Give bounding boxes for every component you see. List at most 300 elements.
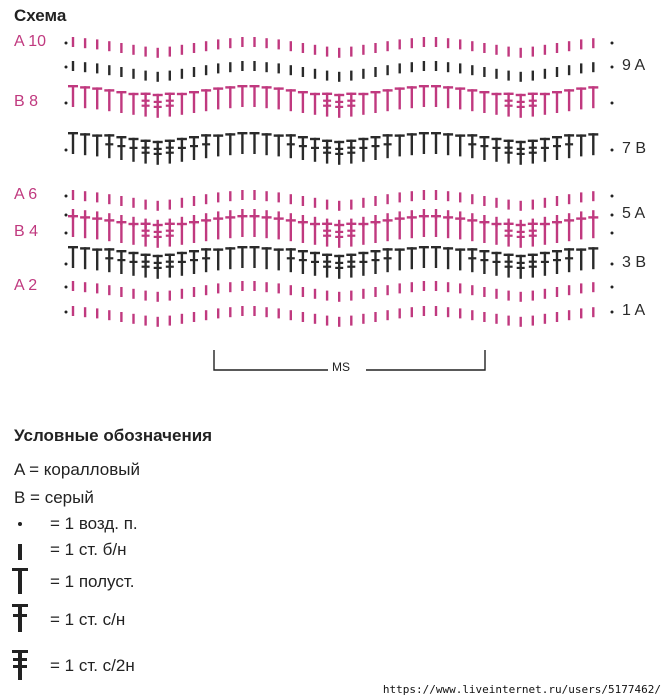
stitch-2-14 xyxy=(241,281,243,291)
stitch-1-8 xyxy=(169,316,171,326)
stitch-7-42 xyxy=(576,134,586,156)
stitch-5-26 xyxy=(386,213,388,223)
stitch-9-27 xyxy=(399,63,401,73)
chain-dot-right xyxy=(611,102,614,105)
stitch-10-24 xyxy=(362,45,364,55)
stitch-5-25 xyxy=(374,215,376,225)
stitch-9-4 xyxy=(120,67,122,77)
stitch-3-3 xyxy=(104,248,114,272)
stitch-5-17 xyxy=(278,211,280,221)
stitch-3-31 xyxy=(443,247,453,269)
stitch-1-5 xyxy=(132,314,134,324)
stitch-5-33 xyxy=(471,213,473,223)
stitch-1-32 xyxy=(459,308,461,318)
stitch-7-38 xyxy=(528,140,538,164)
stitch-1-36 xyxy=(507,316,509,326)
stitch-8-39 xyxy=(540,93,550,115)
stitch-8-8 xyxy=(165,93,175,117)
stitch-1-2 xyxy=(96,308,98,318)
legend-single-crochet xyxy=(10,540,230,570)
stitch-7-23 xyxy=(346,140,356,164)
stitch-8-10 xyxy=(189,91,199,113)
stitch-7-1 xyxy=(80,133,90,155)
stitch-6-42 xyxy=(580,192,582,202)
chain-dot-right xyxy=(611,311,614,314)
stitch-1-27 xyxy=(399,308,401,318)
legend-color-a: A = коралловый xyxy=(14,460,140,479)
stitch-10-37 xyxy=(520,48,522,58)
stitch-9-23 xyxy=(350,71,352,81)
chain-dot-left xyxy=(65,232,68,235)
stitch-8-17 xyxy=(274,87,284,109)
stitch-8-0 xyxy=(68,85,78,107)
stitch-3-37 xyxy=(516,255,526,279)
stitch-7-15 xyxy=(250,132,260,154)
stitch-9-9 xyxy=(181,69,183,79)
stitch-6-28 xyxy=(411,191,413,201)
stitch-9-32 xyxy=(459,63,461,73)
stitch-7-14 xyxy=(237,132,247,154)
stitch-2-42 xyxy=(580,283,582,293)
stitch-3-2 xyxy=(92,248,102,270)
stitch-8-23 xyxy=(346,93,356,117)
stitch-6-7 xyxy=(157,201,159,211)
stitch-3-24 xyxy=(358,252,368,276)
stitch-7-25 xyxy=(371,136,381,160)
stitch-8-26 xyxy=(383,89,393,111)
stitch-3-43 xyxy=(588,247,598,269)
stitch-6-29 xyxy=(423,190,425,200)
stitch-8-32 xyxy=(455,87,465,109)
double-crochet-icon xyxy=(10,604,40,634)
chain-dot-right xyxy=(611,286,614,289)
stitch-2-19 xyxy=(302,287,304,297)
stitch-6-1 xyxy=(84,191,86,201)
stitch-9-29 xyxy=(423,61,425,71)
stitch-2-6 xyxy=(144,291,146,301)
stitch-7-40 xyxy=(552,136,562,160)
chain-dot-left xyxy=(65,214,68,217)
stitch-10-19 xyxy=(302,43,304,53)
stitch-3-4 xyxy=(116,250,126,274)
stitch-9-6 xyxy=(144,71,146,81)
chain-dot-left xyxy=(65,66,68,69)
stitch-2-25 xyxy=(374,287,376,297)
stitch-9-13 xyxy=(229,62,231,72)
stitch-9-36 xyxy=(507,71,509,81)
stitch-6-24 xyxy=(362,198,364,208)
chain-dot-left xyxy=(65,149,68,152)
stitch-2-32 xyxy=(459,283,461,293)
stitch-8-1 xyxy=(80,86,90,108)
left-row-label: A 10 xyxy=(14,33,47,50)
stitch-10-28 xyxy=(411,38,413,48)
stitch-1-13 xyxy=(229,307,231,317)
stitch-1-1 xyxy=(84,307,86,317)
chain-dot-right xyxy=(611,66,614,69)
stitch-2-11 xyxy=(205,285,207,295)
chain-dot-right xyxy=(611,149,614,152)
stitch-2-7 xyxy=(157,292,159,302)
stitch-1-21 xyxy=(326,316,328,326)
stitch-8-12 xyxy=(213,87,223,109)
stitch-6-5 xyxy=(132,198,134,208)
stitch-8-36 xyxy=(504,93,514,117)
stitch-7-39 xyxy=(540,138,550,162)
stitch-3-22 xyxy=(334,255,344,279)
stitch-3-38 xyxy=(528,254,538,278)
stitch-3-35 xyxy=(492,252,502,276)
stitch-10-33 xyxy=(471,41,473,51)
stitch-1-40 xyxy=(556,312,558,322)
stitch-8-20 xyxy=(310,93,320,115)
stitch-10-42 xyxy=(580,39,582,49)
stitch-9-41 xyxy=(568,65,570,75)
stitch-3-13 xyxy=(225,247,235,269)
stitch-1-41 xyxy=(568,310,570,320)
legend-color-b: B = серый xyxy=(14,488,94,507)
stitch-8-11 xyxy=(201,89,211,111)
stitch-9-31 xyxy=(447,62,449,72)
stitch-8-14 xyxy=(237,85,247,107)
stitch-6-32 xyxy=(459,192,461,202)
stitch-10-1 xyxy=(84,38,86,48)
stitch-1-4 xyxy=(120,312,122,322)
stitch-8-2 xyxy=(92,87,102,109)
stitch-5-41 xyxy=(568,213,570,223)
stitch-6-43 xyxy=(592,191,594,201)
stitch-9-24 xyxy=(362,69,364,79)
single-crochet-icon xyxy=(10,540,40,570)
stitch-10-30 xyxy=(435,37,437,47)
stitch-8-29 xyxy=(419,85,429,107)
stitch-5-39 xyxy=(544,217,546,227)
stitch-5-6 xyxy=(144,219,146,229)
stitch-10-8 xyxy=(169,47,171,57)
stitch-9-5 xyxy=(132,69,134,79)
stitch-10-16 xyxy=(265,38,267,48)
stitch-8-35 xyxy=(492,93,502,115)
stitch-9-33 xyxy=(471,65,473,75)
stitch-5-11 xyxy=(205,213,207,223)
ms-label: MS xyxy=(332,360,350,374)
stitch-7-33 xyxy=(467,134,477,158)
stitch-10-22 xyxy=(338,48,340,58)
stitch-10-34 xyxy=(483,43,485,53)
stitch-7-26 xyxy=(383,134,393,158)
stitch-7-27 xyxy=(395,134,405,156)
right-row-label: 3 B xyxy=(622,254,647,271)
stitch-3-33 xyxy=(467,248,477,272)
stitch-10-3 xyxy=(108,41,110,51)
stitch-9-8 xyxy=(169,71,171,81)
stitch-1-10 xyxy=(193,312,195,322)
stitch-6-17 xyxy=(278,192,280,202)
chain-dot-right xyxy=(611,263,614,266)
legend-title: Условные обозначения xyxy=(14,426,213,445)
stitch-2-38 xyxy=(532,291,534,301)
stitch-6-12 xyxy=(217,192,219,202)
stitch-2-27 xyxy=(399,283,401,293)
stitch-5-9 xyxy=(181,217,183,227)
stitch-7-2 xyxy=(92,134,102,156)
stitch-6-16 xyxy=(265,191,267,201)
stitch-5-13 xyxy=(229,210,231,220)
stitch-2-0 xyxy=(72,281,74,291)
stitch-5-40 xyxy=(556,215,558,225)
stitch-1-11 xyxy=(205,310,207,320)
stitch-9-26 xyxy=(386,65,388,75)
stitch-2-21 xyxy=(326,291,328,301)
stitch-1-9 xyxy=(181,314,183,324)
stitch-9-42 xyxy=(580,63,582,73)
stitch-5-32 xyxy=(459,211,461,221)
stitch-7-13 xyxy=(225,133,235,155)
stitch-5-28 xyxy=(411,210,413,220)
stitch-10-17 xyxy=(278,39,280,49)
stitch-5-38 xyxy=(532,219,534,229)
stitch-5-19 xyxy=(302,215,304,225)
stitch-5-34 xyxy=(483,215,485,225)
stitch-5-23 xyxy=(350,219,352,229)
stitch-7-19 xyxy=(298,136,308,160)
stitch-3-28 xyxy=(407,247,417,269)
stitch-9-35 xyxy=(495,69,497,79)
stitch-6-23 xyxy=(350,200,352,210)
stitch-3-16 xyxy=(262,247,272,269)
stitch-10-13 xyxy=(229,38,231,48)
stitch-1-12 xyxy=(217,308,219,318)
stitch-7-12 xyxy=(213,134,223,156)
stitch-1-24 xyxy=(362,314,364,324)
stitch-1-33 xyxy=(471,310,473,320)
stitch-6-21 xyxy=(326,200,328,210)
stitch-9-7 xyxy=(157,72,159,82)
stitch-3-5 xyxy=(129,252,139,276)
chain-dot-left xyxy=(65,42,68,45)
stitch-2-16 xyxy=(265,282,267,292)
chain-dot-left xyxy=(65,102,68,105)
stitch-8-41 xyxy=(564,89,574,111)
stitch-8-28 xyxy=(407,86,417,108)
stitch-7-35 xyxy=(492,138,502,162)
stitch-8-43 xyxy=(588,86,598,108)
stitch-6-11 xyxy=(205,194,207,204)
stitch-5-20 xyxy=(314,217,316,227)
stitch-7-9 xyxy=(177,138,187,162)
stitch-7-30 xyxy=(431,132,441,154)
stitch-2-23 xyxy=(350,291,352,301)
stitch-6-31 xyxy=(447,191,449,201)
stitch-6-22 xyxy=(338,201,340,211)
stitch-9-22 xyxy=(338,72,340,82)
stitch-2-39 xyxy=(544,289,546,299)
stitch-2-2 xyxy=(96,283,98,293)
stitch-1-25 xyxy=(374,312,376,322)
stitch-6-36 xyxy=(507,200,509,210)
stitch-8-16 xyxy=(262,86,272,108)
stitch-3-12 xyxy=(213,248,223,270)
legend-treble-crochet-label: = 1 ст. с/2н xyxy=(50,656,135,675)
stitch-7-16 xyxy=(262,133,272,155)
stitch-5-14 xyxy=(241,209,243,219)
stitch-6-10 xyxy=(193,196,195,206)
stitch-10-32 xyxy=(459,39,461,49)
stitch-9-37 xyxy=(520,72,522,82)
stitch-5-42 xyxy=(580,211,582,221)
stitch-5-24 xyxy=(362,217,364,227)
stitch-3-0 xyxy=(68,246,78,268)
stitch-8-27 xyxy=(395,87,405,109)
stitch-2-15 xyxy=(253,281,255,291)
stitch-1-7 xyxy=(157,317,159,327)
stitch-7-17 xyxy=(274,134,284,156)
stitch-5-1 xyxy=(84,210,86,220)
stitch-6-30 xyxy=(435,190,437,200)
stitch-1-23 xyxy=(350,316,352,326)
stitch-9-25 xyxy=(374,67,376,77)
stitch-5-5 xyxy=(132,217,134,227)
stitch-3-42 xyxy=(576,248,586,270)
stitch-3-34 xyxy=(479,250,489,274)
stitch-10-41 xyxy=(568,41,570,51)
stitch-2-34 xyxy=(483,287,485,297)
stitch-10-0 xyxy=(72,37,74,47)
stitch-10-5 xyxy=(132,45,134,55)
stitch-2-13 xyxy=(229,282,231,292)
stitch-10-26 xyxy=(386,41,388,51)
chain-dot-left xyxy=(65,195,68,198)
stitch-9-16 xyxy=(265,62,267,72)
stitch-9-2 xyxy=(96,63,98,73)
stitch-8-37 xyxy=(516,94,526,118)
stitch-6-37 xyxy=(520,201,522,211)
chain-dot-left xyxy=(65,286,68,289)
stitch-3-19 xyxy=(298,250,308,274)
stitch-6-9 xyxy=(181,198,183,208)
stitch-8-33 xyxy=(467,89,477,111)
stitch-8-38 xyxy=(528,93,538,117)
stitch-2-5 xyxy=(132,289,134,299)
stitch-1-34 xyxy=(483,312,485,322)
stitch-7-11 xyxy=(201,134,211,158)
stitch-8-40 xyxy=(552,91,562,113)
stitch-1-18 xyxy=(290,310,292,320)
stitch-6-20 xyxy=(314,198,316,208)
stitch-5-12 xyxy=(217,211,219,221)
stitch-8-21 xyxy=(322,93,332,117)
stitch-6-25 xyxy=(374,196,376,206)
stitch-3-40 xyxy=(552,250,562,274)
stitch-1-37 xyxy=(520,317,522,327)
stitch-6-38 xyxy=(532,200,534,210)
stitch-6-8 xyxy=(169,200,171,210)
stitch-6-4 xyxy=(120,196,122,206)
stitch-10-6 xyxy=(144,47,146,57)
stitch-3-15 xyxy=(250,246,260,268)
stitch-3-25 xyxy=(371,250,381,274)
stitch-10-4 xyxy=(120,43,122,53)
stitch-7-3 xyxy=(104,134,114,158)
stitch-6-35 xyxy=(495,198,497,208)
stitch-5-43 xyxy=(592,210,594,220)
stitch-10-10 xyxy=(193,43,195,53)
stitch-10-35 xyxy=(495,45,497,55)
stitch-10-18 xyxy=(290,41,292,51)
chain-dot-right xyxy=(611,42,614,45)
stitch-6-34 xyxy=(483,196,485,206)
stitch-3-18 xyxy=(286,248,296,272)
stitch-6-6 xyxy=(144,200,146,210)
left-row-label: B 4 xyxy=(14,223,39,240)
stitch-1-14 xyxy=(241,306,243,316)
stitch-10-23 xyxy=(350,47,352,57)
stitch-3-10 xyxy=(189,250,199,274)
stitch-6-0 xyxy=(72,190,74,200)
stitch-3-21 xyxy=(322,254,332,278)
stitch-8-7 xyxy=(153,94,163,118)
stitch-10-25 xyxy=(374,43,376,53)
legend-double-crochet-label: = 1 ст. с/н xyxy=(50,610,126,629)
stitch-6-26 xyxy=(386,194,388,204)
stitch-5-27 xyxy=(399,211,401,221)
stitch-7-34 xyxy=(479,136,489,160)
stitch-9-38 xyxy=(532,71,534,81)
stitch-1-6 xyxy=(144,316,146,326)
stitch-9-1 xyxy=(84,62,86,72)
stitch-6-27 xyxy=(399,192,401,202)
stitch-2-31 xyxy=(447,282,449,292)
stitch-6-2 xyxy=(96,192,98,202)
stitch-9-20 xyxy=(314,69,316,79)
stitch-7-37 xyxy=(516,141,526,165)
stitch-10-43 xyxy=(592,38,594,48)
stitch-3-1 xyxy=(80,247,90,269)
stitch-7-7 xyxy=(153,141,163,165)
stitch-5-29 xyxy=(423,209,425,219)
chain-dot-right xyxy=(611,232,614,235)
stitch-1-31 xyxy=(447,307,449,317)
stitch-2-17 xyxy=(278,283,280,293)
stitch-5-18 xyxy=(290,213,292,223)
stitch-3-39 xyxy=(540,252,550,276)
stitch-5-37 xyxy=(520,220,522,230)
stitch-9-19 xyxy=(302,67,304,77)
stitch-10-7 xyxy=(157,48,159,58)
stitch-2-12 xyxy=(217,283,219,293)
stitch-5-21 xyxy=(326,219,328,229)
stitch-8-15 xyxy=(250,85,260,107)
stitch-7-20 xyxy=(310,138,320,162)
stitch-7-22 xyxy=(334,141,344,165)
stitch-10-11 xyxy=(205,41,207,51)
stitch-7-36 xyxy=(504,140,514,164)
stitch-9-11 xyxy=(205,65,207,75)
stitch-3-41 xyxy=(564,248,574,272)
legend-treble-crochet xyxy=(10,650,230,680)
stitch-9-17 xyxy=(278,63,280,73)
stitch-3-9 xyxy=(177,252,187,276)
stitch-7-43 xyxy=(588,133,598,155)
stitch-1-16 xyxy=(265,307,267,317)
stitch-8-18 xyxy=(286,89,296,111)
stitch-1-19 xyxy=(302,312,304,322)
stitch-2-30 xyxy=(435,281,437,291)
stitch-9-12 xyxy=(217,63,219,73)
stitch-3-17 xyxy=(274,248,284,270)
stitch-5-16 xyxy=(265,210,267,220)
stitch-3-26 xyxy=(383,248,393,272)
